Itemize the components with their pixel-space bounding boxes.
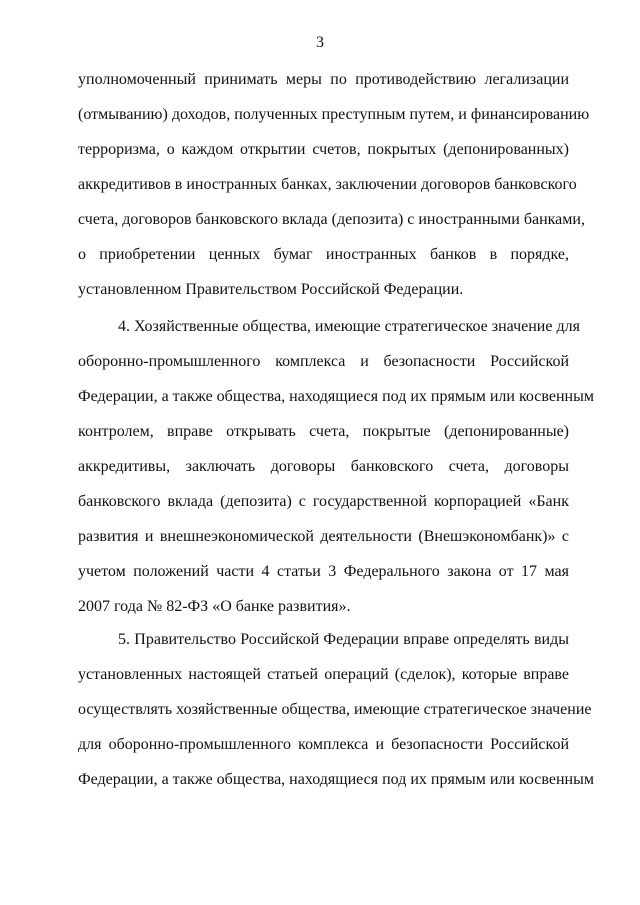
text-line: терроризма, о каждом открытии счетов, покрытых (депонированных) xyxy=(78,141,569,158)
text-line: банковского вклада (депозита) с государственной корпорацией «Банк xyxy=(78,493,569,510)
text-line: счета, договоров банковского вклада (депозита) с иностранными банками, xyxy=(78,211,585,228)
text-line: о приобретении ценных бумаг иностранных банков в порядке, xyxy=(78,246,569,263)
paragraph-4-start: 4. Хозяйственные общества, имеющие стратегическое значение для xyxy=(118,318,580,335)
paragraph-5-start: 5. Правительство Российской Федерации вправе определять виды xyxy=(118,631,569,648)
text-line: оборонно-промышленного комплекса и безопасности Российской xyxy=(78,353,569,370)
text-line: (отмыванию) доходов, полученных преступным путем, и финансированию xyxy=(78,106,590,123)
text-line: установленных настоящей статьей операций (сделок), которые вправе xyxy=(78,666,569,683)
text-line: Федерации, а также общества, находящиеся под их прямым или косвенным xyxy=(78,771,594,788)
text-line: для оборонно-промышленного комплекса и безопасности Российской xyxy=(78,736,569,753)
text-line: 2007 года № 82-ФЗ «О банке развития». xyxy=(78,598,351,615)
text-line: уполномоченный принимать меры по противодействию легализации xyxy=(78,71,569,88)
text-line: установленном Правительством Российской Федерации. xyxy=(78,281,464,298)
text-line: аккредитивов в иностранных банках, заключении договоров банковского xyxy=(78,176,577,193)
text-line: осуществлять хозяйственные общества, имеющие стратегическое значение xyxy=(78,701,592,718)
text-line: контролем, вправе открывать счета, покрытые (депонированные) xyxy=(78,423,569,440)
page-number: 3 xyxy=(316,34,324,51)
text-line: развития и внешнеэкономической деятельности (Внешэкономбанк)» с xyxy=(78,528,569,545)
text-line: учетом положений части 4 статьи 3 Федерального закона от 17 мая xyxy=(78,563,569,580)
text-line: Федерации, а также общества, находящиеся под их прямым или косвенным xyxy=(78,388,594,405)
text-line: аккредитивы, заключать договоры банковского счета, договоры xyxy=(78,458,569,475)
